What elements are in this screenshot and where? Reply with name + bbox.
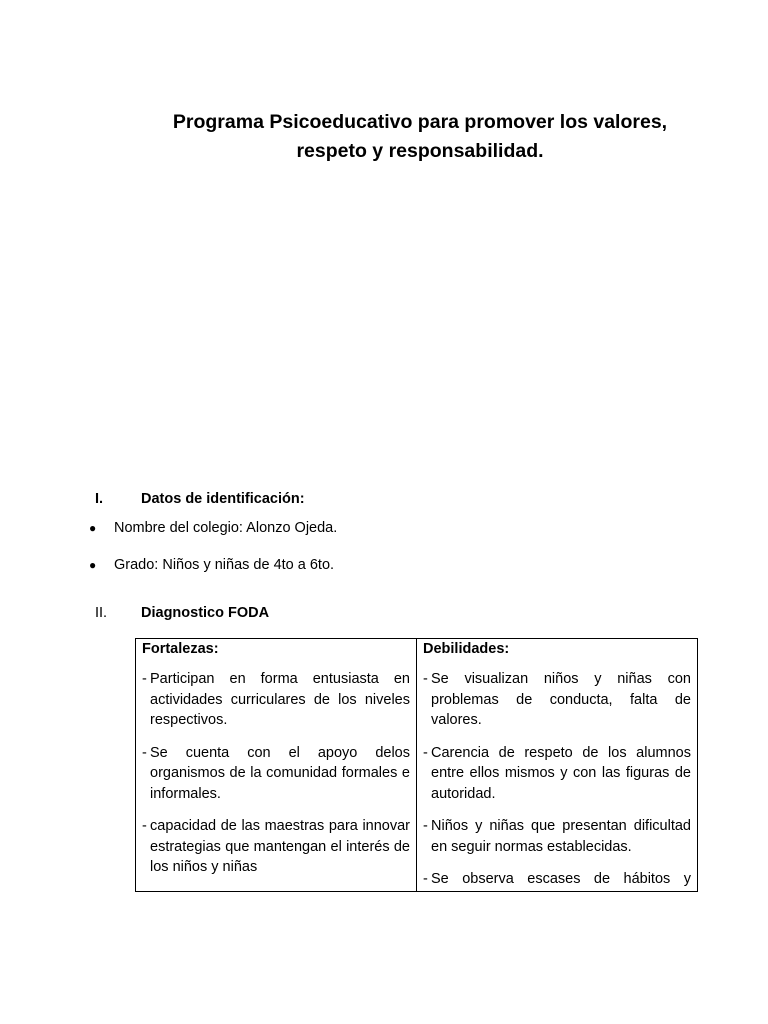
section-title: Datos de identificación: <box>141 491 305 507</box>
title-line-2: respeto y responsabilidad. <box>296 140 544 162</box>
list-item <box>423 816 691 857</box>
title-line-1: Programa Psicoeducativo para promover los valores, <box>172 111 668 133</box>
fortalezas-column <box>136 639 417 891</box>
list-item <box>423 869 691 890</box>
bullet-dot-icon: ● <box>89 521 97 535</box>
list-item-text: Se visualizan niños y niñas con problemas de conducta, falta de valores. <box>431 671 691 728</box>
list-item <box>423 743 691 805</box>
section-number: I. <box>95 491 104 507</box>
list-item-text: Participan en forma entusiasta en actividades curriculares de los niveles respectivos. <box>150 671 410 728</box>
section-number: II. <box>95 605 108 621</box>
list-item-text: Niños y niñas que presentan dificultad en seguir normas establecidas. <box>431 818 691 855</box>
list-item <box>142 816 410 878</box>
bullet-dot-icon: ● <box>89 558 97 572</box>
fortalezas-header: Fortalezas: <box>142 641 219 657</box>
dash-icon: - <box>142 818 147 834</box>
list-item <box>142 743 410 805</box>
dash-icon: - <box>423 871 428 887</box>
dash-icon: - <box>423 744 428 761</box>
list-item-text: Se cuenta con el apoyo delos organismos de la comunidad formales e informales. <box>150 744 410 802</box>
dash-icon: - <box>423 818 428 834</box>
dash-icon: - <box>142 671 147 687</box>
bullet-item <box>89 555 334 575</box>
dash-icon: - <box>142 744 147 761</box>
list-item <box>142 669 410 731</box>
bullet-text: Grado: Niños y niñas de 4to a 6to. <box>114 557 335 573</box>
debilidades-header: Debilidades: <box>423 641 510 657</box>
section-heading-foda <box>95 603 269 623</box>
bullet-text: Nombre del colegio: Alonzo Ojeda. <box>114 520 338 536</box>
list-item-text: Se observa escases de hábitos y <box>431 871 691 887</box>
bullet-item <box>89 518 337 538</box>
section-title: Diagnostico FODA <box>141 605 270 621</box>
debilidades-column <box>417 639 697 891</box>
list-item-text: capacidad de las maestras para innovar estrategias que mantengan el interés de los niños y niñas <box>150 818 410 875</box>
list-item-text: Carencia de respeto de los alumnos entre ellos mismos y con las figuras de autoridad. <box>431 744 691 802</box>
list-item <box>423 669 691 731</box>
section-heading-identificacion <box>95 489 305 509</box>
document-title <box>120 108 720 166</box>
dash-icon: - <box>423 671 428 687</box>
foda-table <box>135 638 698 892</box>
